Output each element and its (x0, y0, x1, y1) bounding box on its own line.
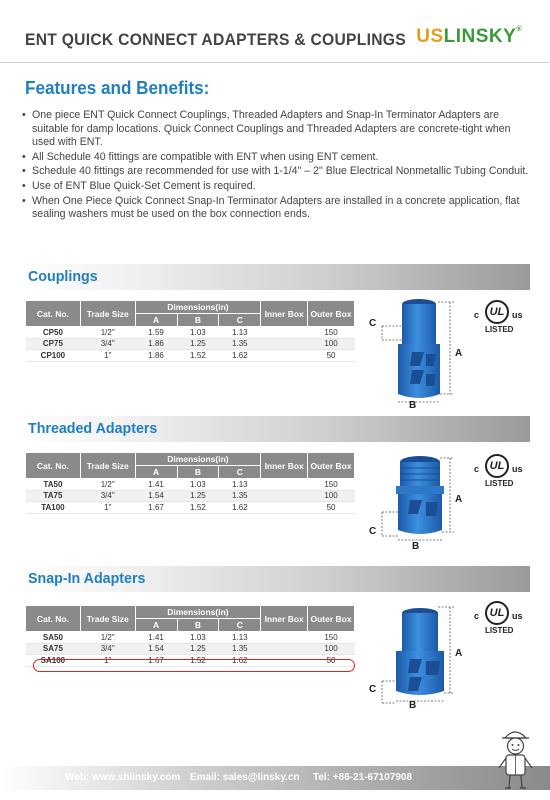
col-header-c: C (219, 466, 261, 479)
col-header-inner-box: Inner Box (261, 301, 308, 327)
ul-logo-icon: UL (485, 454, 509, 478)
ul-logo-icon: UL (485, 300, 509, 324)
cell-outer: 150 (308, 632, 355, 644)
logo-us: US (416, 26, 444, 47)
cell-b: 1.03 (177, 479, 219, 491)
ul-listed-label: LISTED (485, 479, 514, 488)
col-header-a: A (135, 466, 177, 479)
threaded-adapters-table (25, 452, 355, 514)
ul-listed-label: LISTED (485, 325, 514, 334)
cell-b: 1.52 (177, 350, 219, 362)
ul-us-label: us (512, 464, 523, 474)
dim-label-c: C (369, 318, 377, 329)
cell-c: 1.13 (219, 632, 261, 644)
ul-listed-label: LISTED (485, 626, 514, 635)
cell-cat: CP50 (26, 327, 81, 339)
cell-c: 1.13 (219, 479, 261, 491)
cell-b: 1.03 (177, 327, 219, 339)
dim-label-a: A (455, 348, 463, 359)
header-divider (0, 62, 550, 63)
col-header-trade-size: Trade Size (80, 301, 135, 327)
cell-outer: 150 (308, 479, 355, 491)
cell-cat: TA75 (26, 490, 81, 502)
table-row (26, 338, 355, 350)
section-title: Threaded Adapters (28, 420, 158, 437)
cell-outer: 50 (308, 502, 355, 514)
features-list (22, 109, 532, 223)
threaded-adapters-section-bar (20, 416, 530, 442)
feature-item: • All Schedule 40 fittings are compatible with ENT when using ENT cement. (22, 151, 532, 165)
col-header-outer-box: Outer Box (308, 301, 355, 327)
cell-inner (261, 479, 308, 491)
cell-c: 1.35 (219, 338, 261, 350)
ul-c-label: c (474, 611, 480, 621)
ul-c-label: c (474, 464, 480, 474)
dim-label-b: B (409, 700, 417, 711)
ul-us-label: us (512, 611, 523, 621)
cell-inner (261, 490, 308, 502)
brand-logo (416, 26, 522, 48)
snap-in-adapter-product-image (362, 603, 472, 718)
cell-size: 1/2" (80, 479, 135, 491)
cell-inner (261, 327, 308, 339)
col-header-dimensions: Dimensions(in) (135, 606, 261, 619)
col-header-dimensions: Dimensions(in) (135, 301, 261, 314)
dim-label-a: A (455, 648, 463, 659)
feature-item: • When One Piece Quick Connect Snap-In Terminator Adapters are installed in a concrete application, flat sealing washers must be used on the box connection ends. (22, 195, 532, 222)
section-title: Snap-In Adapters (28, 570, 146, 587)
cell-outer: 150 (308, 327, 355, 339)
col-header-a: A (135, 314, 177, 327)
logo-linsky: LINSKY (443, 26, 517, 47)
cell-a: 1.86 (135, 350, 177, 362)
cell-c: 1.35 (219, 643, 261, 655)
col-header-b: B (177, 619, 219, 632)
cell-outer: 50 (308, 655, 355, 667)
cell-cat: TA50 (26, 479, 81, 491)
cell-cat: SA50 (26, 632, 81, 644)
table-row (26, 479, 355, 491)
ul-c-label: c (474, 310, 480, 320)
cell-size: 3/4" (80, 338, 135, 350)
dim-label-c: C (369, 526, 377, 537)
col-header-trade-size: Trade Size (80, 453, 135, 479)
col-header-cat: Cat. No. (26, 301, 81, 327)
cell-b: 1.25 (177, 490, 219, 502)
couplings-table (25, 300, 355, 362)
snap-in-adapters-table (25, 605, 355, 667)
ul-listed-mark (472, 450, 530, 490)
col-header-c: C (219, 314, 261, 327)
col-header-cat: Cat. No. (26, 606, 81, 632)
snap-in-adapters-section-bar (20, 566, 530, 592)
dim-label-c: C (369, 684, 377, 695)
cell-size: 3/4" (80, 490, 135, 502)
footer-email: Email: sales@linsky.cn (190, 772, 300, 783)
col-header-inner-box: Inner Box (261, 453, 308, 479)
cell-size: 1" (80, 502, 135, 514)
cell-cat: CP100 (26, 350, 81, 362)
dim-label-a: A (455, 494, 463, 505)
cell-a: 1.54 (135, 490, 177, 502)
cell-outer: 100 (308, 338, 355, 350)
dim-label-b: B (409, 400, 417, 411)
section-title: Couplings (28, 268, 98, 285)
couplings-section-bar (20, 264, 530, 290)
cell-size: 1" (80, 350, 135, 362)
cell-cat: SA100 (26, 655, 81, 667)
cell-a: 1.67 (135, 655, 177, 667)
col-header-outer-box: Outer Box (308, 453, 355, 479)
cell-c: 1.13 (219, 327, 261, 339)
page-footer (0, 766, 550, 790)
table-row (26, 490, 355, 502)
cell-c: 1.35 (219, 490, 261, 502)
cell-a: 1.59 (135, 327, 177, 339)
cell-b: 1.25 (177, 643, 219, 655)
cell-b: 1.25 (177, 338, 219, 350)
table-row (26, 632, 355, 644)
feature-item: • One piece ENT Quick Connect Couplings, Threaded Adapters and Snap-In Terminator Adapters are suitable for damp locations. Quick Connect Couplings and Threaded Adapters are concrete-tight when used with ENT. (22, 109, 532, 150)
ul-listed-mark (472, 296, 530, 336)
col-header-trade-size: Trade Size (80, 606, 135, 632)
table-row (26, 350, 355, 362)
table-row (26, 643, 355, 655)
features-title: Features and Benefits: (25, 78, 210, 98)
ul-us-label: us (512, 310, 523, 320)
page-title: ENT QUICK CONNECT ADAPTERS & COUPLINGS (25, 30, 406, 49)
cell-inner (261, 350, 308, 362)
cell-outer: 100 (308, 490, 355, 502)
col-header-inner-box: Inner Box (261, 606, 308, 632)
cell-inner (261, 502, 308, 514)
col-header-outer-box: Outer Box (308, 606, 355, 632)
cell-a: 1.41 (135, 632, 177, 644)
footer-phone: Tel: +86-21-67107908 (313, 772, 413, 783)
page-header (0, 0, 550, 70)
feature-item: • Schedule 40 fittings are recommended for use with 1-1/4" – 2" Blue Electrical Nonmetallic Tubing Conduit. (22, 165, 532, 179)
cell-b: 1.52 (177, 655, 219, 667)
feature-item: • Use of ENT Blue Quick-Set Cement is required. (22, 180, 532, 194)
ul-logo-icon: UL (485, 601, 509, 625)
cell-size: 1/2" (80, 327, 135, 339)
cell-inner (261, 632, 308, 644)
cell-b: 1.03 (177, 632, 219, 644)
col-header-b: B (177, 466, 219, 479)
cell-outer: 50 (308, 350, 355, 362)
cell-cat: SA75 (26, 643, 81, 655)
footer-website: Web: www.shlinsky.com (65, 772, 181, 783)
cell-size: 1/2" (80, 632, 135, 644)
table-row (26, 502, 355, 514)
dim-label-b: B (412, 541, 420, 552)
col-header-cat: Cat. No. (26, 453, 81, 479)
cell-inner (261, 338, 308, 350)
ul-listed-mark (472, 597, 530, 637)
col-header-dimensions: Dimensions(in) (135, 453, 261, 466)
col-header-a: A (135, 619, 177, 632)
cell-a: 1.86 (135, 338, 177, 350)
cell-c: 1.62 (219, 350, 261, 362)
cell-inner (261, 643, 308, 655)
cell-size: 1" (80, 655, 135, 667)
cell-cat: CP75 (26, 338, 81, 350)
mascot-worker-icon (493, 722, 538, 794)
cell-a: 1.54 (135, 643, 177, 655)
cell-cat: TA100 (26, 502, 81, 514)
cell-c: 1.62 (219, 655, 261, 667)
cell-b: 1.52 (177, 502, 219, 514)
table-row (26, 327, 355, 339)
cell-a: 1.41 (135, 479, 177, 491)
logo-registered-mark: ® (516, 26, 522, 33)
cell-a: 1.67 (135, 502, 177, 514)
cell-size: 3/4" (80, 643, 135, 655)
cell-outer: 100 (308, 643, 355, 655)
cell-c: 1.62 (219, 502, 261, 514)
col-header-c: C (219, 619, 261, 632)
sa100-highlight-outline (33, 659, 355, 672)
col-header-b: B (177, 314, 219, 327)
